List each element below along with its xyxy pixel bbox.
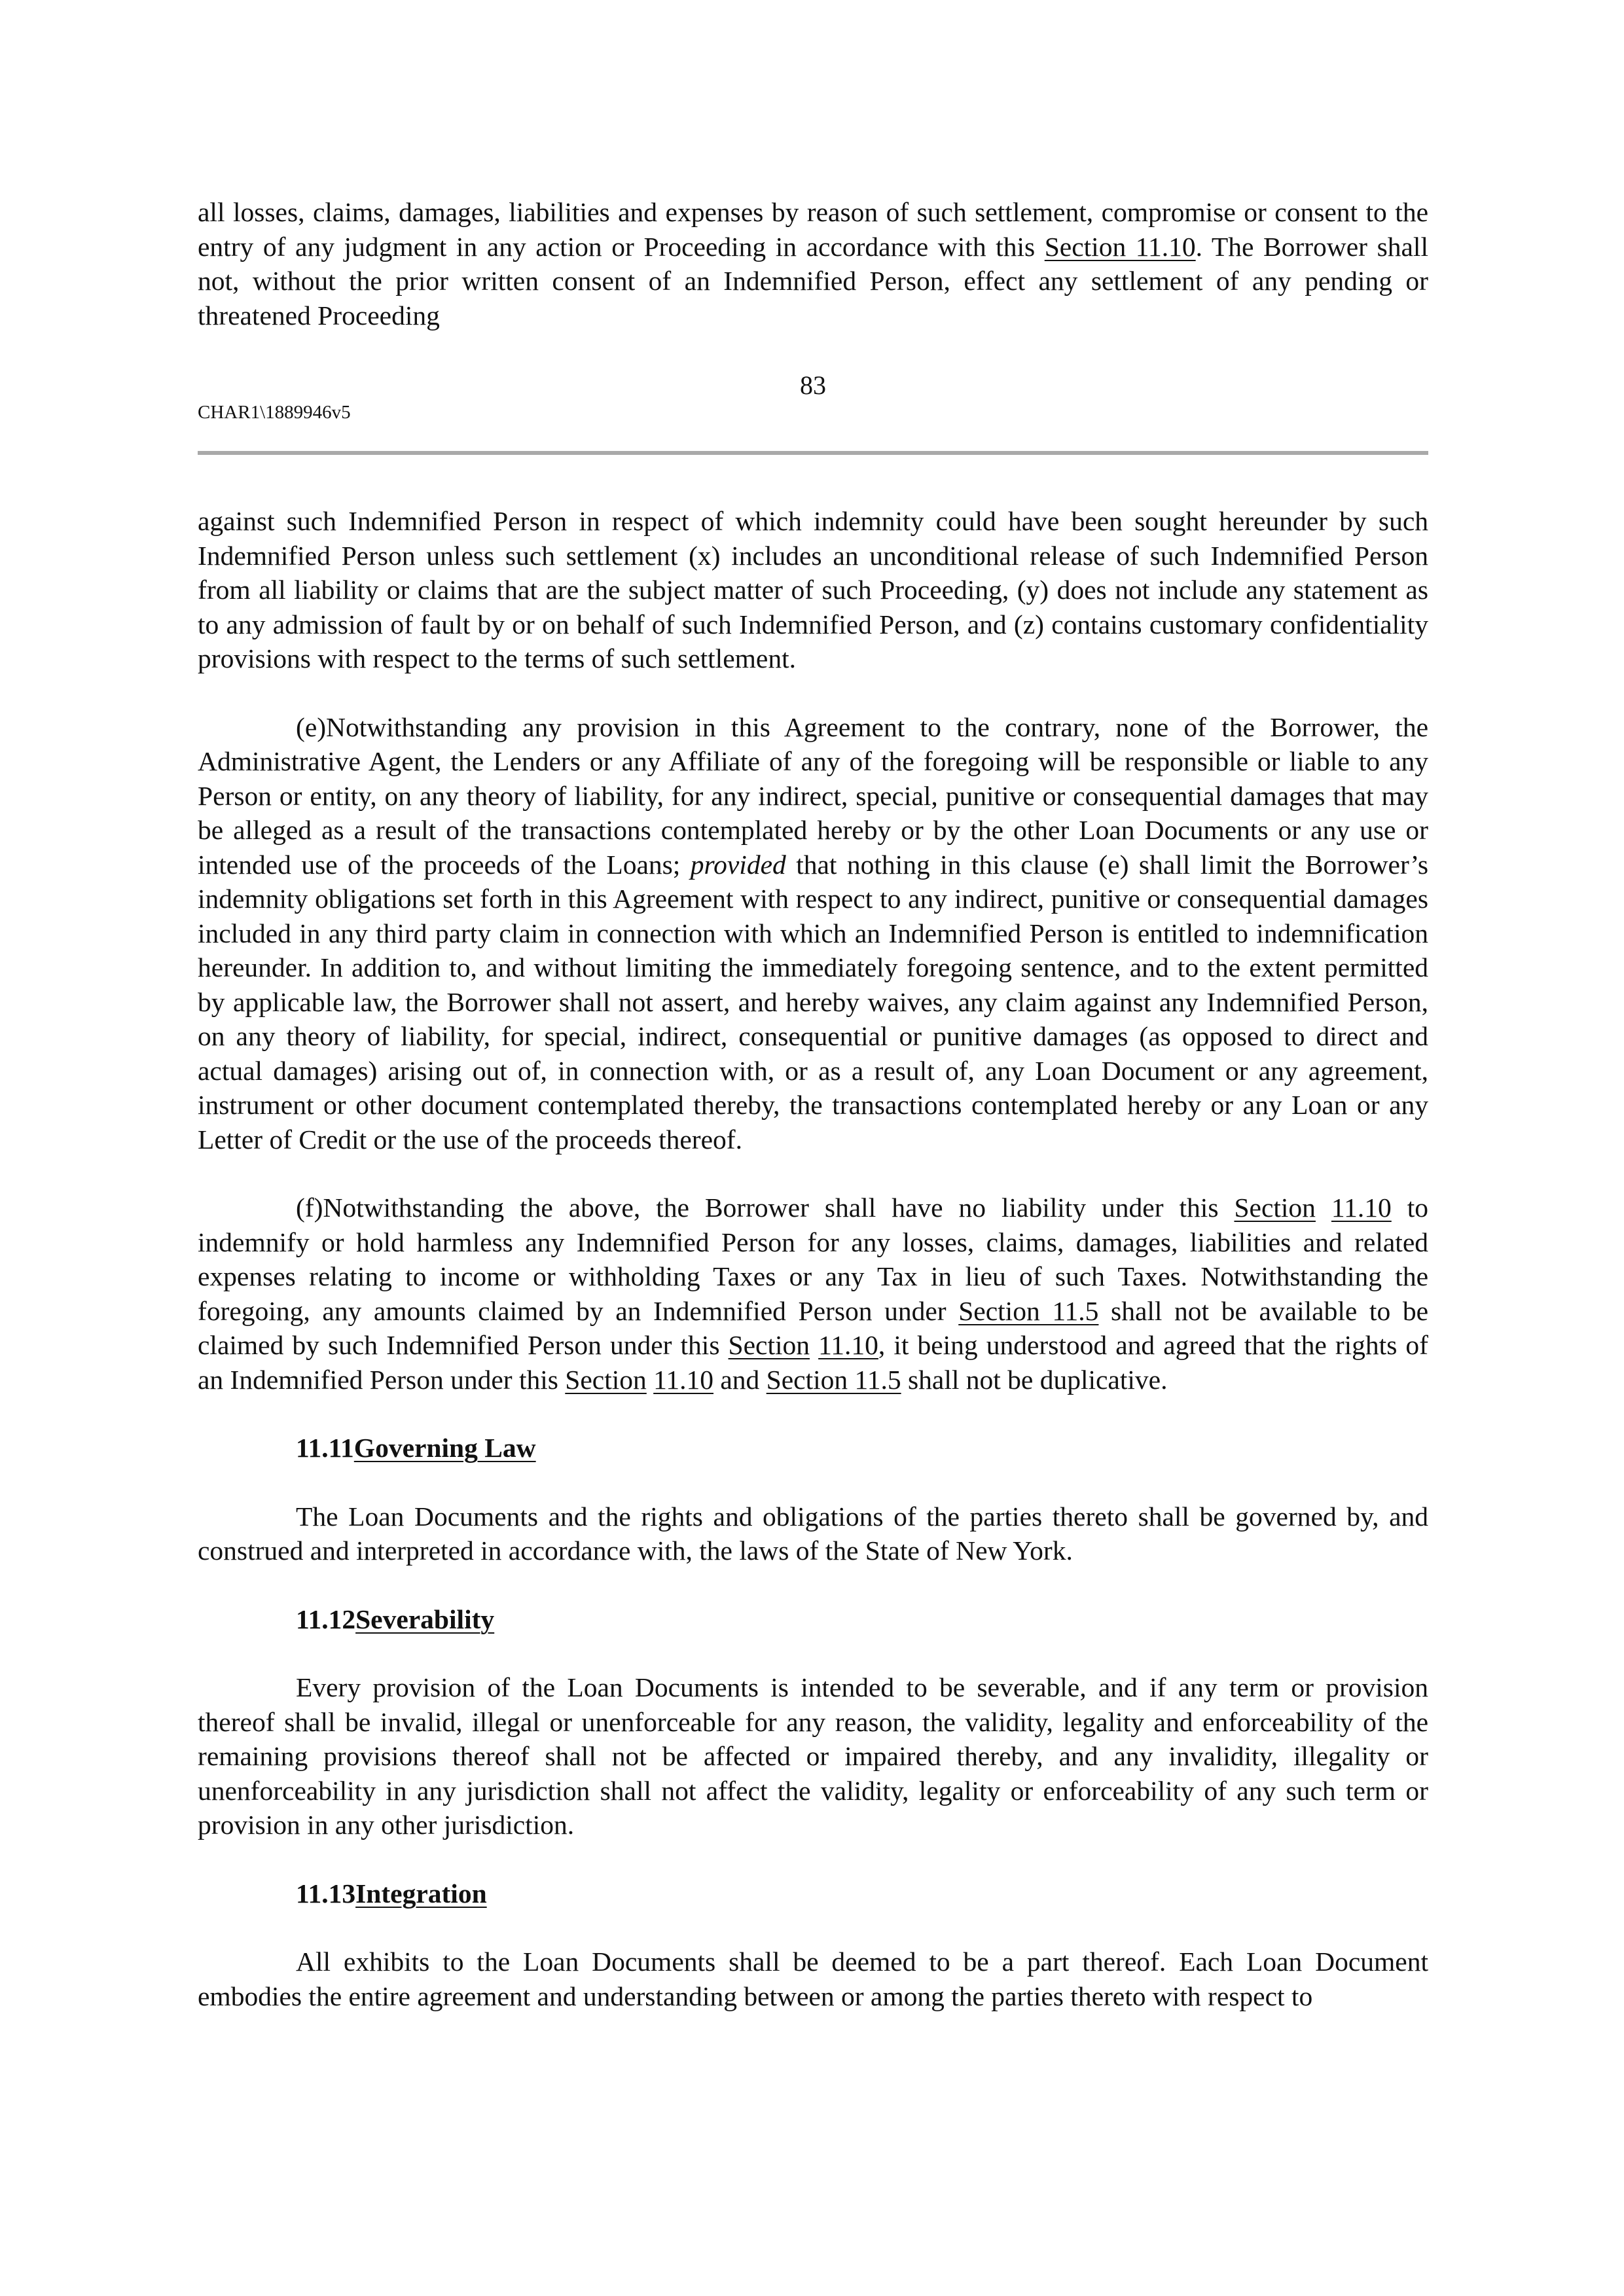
- paragraph-clause-e: [198, 710, 1428, 1157]
- spacer-text: [647, 1365, 653, 1395]
- section-number: 11.12: [296, 1604, 356, 1634]
- page-number: 83: [800, 370, 826, 400]
- paragraph-text: (f)Notwithstanding the above, the Borrower shall have no liability under this: [296, 1193, 1235, 1223]
- paragraph-text: and: [713, 1364, 767, 1395]
- section-title: Severability: [355, 1604, 495, 1634]
- paragraph-text: shall not be available to be claimed by such Indemnified Person under this: [198, 1295, 1428, 1360]
- section-heading-governing-law: [198, 1431, 1428, 1465]
- section-heading-severability: [198, 1602, 1428, 1637]
- section-reference: Section 11.5: [766, 1364, 901, 1395]
- section-title: Integration: [355, 1878, 487, 1909]
- section-reference: Section: [728, 1330, 810, 1360]
- paragraph-severability: Every provision of the Loan Documents is intended to be severable, and if any term or provision thereof shall be invalid, illegal or unenforceable for any reason, the validity, legality and enforceability of the remaining provisions thereof shall not be affected or impaired thereby, and any invalidity, illegality or unenforceability in any jurisdiction shall not affect the validity, legality or enforceability of any such term or provision in any other jurisdiction.: [198, 1672, 1428, 1840]
- section-reference: Section 11.5: [958, 1295, 1099, 1326]
- spacer-text: [810, 1330, 818, 1360]
- previous-page-tail: [198, 195, 1428, 332]
- paragraph-integration: All exhibits to the Loan Documents shall be deemed to be a part thereof. Each Loan Document embodies the entire agreement and understanding between or among the parties thereto with respect to: [198, 1946, 1428, 2011]
- paragraph-text: that nothing in this clause (e) shall limit the Borrower’s indemnity obligations set forth in this Agreement with respect to any indirect, punitive or consequential damages included in any third party claim in connection with which an Indemnified Person is entitled to indemnification hereunder. In addition to, and without limiting the immediately foregoing sentence, and to the extent permitted by applicable law, the Borrower shall not assert, and hereby waives, any claim against any Indemnified Person, on any theory of liability, for special, indirect, consequential or punitive damages (as opposed to direct and actual damages) arising out of, in connection with, or as a result of, any Loan Document or any agreement, instrument or other document contemplated thereby, the transactions contemplated hereby or any Loan or any Letter of Credit or the use of the proceeds thereof.: [198, 849, 1429, 1155]
- section-reference: 11.10: [653, 1364, 713, 1395]
- paragraph-text: to indemnify or hold harmless any Indemnified Person for any losses, claims, damages, liabilities and related expenses relating to income or withholding Taxes or any Tax in lieu of such Taxes. Notwithstanding the foregoing, any amounts claimed by an Indemnified Person under: [198, 1193, 1429, 1326]
- paragraph-text: shall not be duplicative.: [901, 1364, 1168, 1395]
- document-id: CHAR1\1889946v5: [198, 402, 351, 423]
- section-reference: Section: [1234, 1193, 1316, 1223]
- document-page: [198, 0, 1428, 2296]
- section-reference: Section 11.10: [1044, 231, 1196, 262]
- section-reference: 11.10: [1331, 1193, 1392, 1223]
- section-reference: Section: [565, 1364, 647, 1395]
- section-reference: 11.10: [818, 1330, 878, 1360]
- paragraph-text: (e)Notwithstanding any provision in this Agreement to the contrary, none of the Borrower, the Administrative Agent, the Lenders or any Affiliate of any of the foregoing will be responsible or liable to any Person or entity, on any theory of liability, for any indirect, special, punitive or consequential damages that may be alleged as a result of the transactions contemplated hereby or by the other Loan Documents or any use or intended use of the proceeds of the Loans;: [198, 711, 1428, 880]
- section-number: 11.13: [296, 1878, 356, 1909]
- section-title: Governing Law: [353, 1433, 536, 1463]
- section-number: 11.11: [296, 1433, 354, 1463]
- paragraph-clause-f: [198, 1191, 1428, 1397]
- paragraph-settlement-continuation: against such Indemnified Person in respect of which indemnity could have been sought hereunder by such Indemnified Person unless such settlement (x) includes an unconditional release of such Indemnified Person from all liability or claims that are the subject matter of such Proceeding, (y) does not include any statement as to any admission of fault by or on behalf of such Indemnified Person, and (z) contains customary confidentiality provisions with respect to the terms of such settlement.: [198, 506, 1428, 673]
- paragraph-governing-law: The Loan Documents and the rights and obligations of the parties thereto shall be governed by, and construed and interpreted in accordance with, the laws of the State of New York.: [198, 1501, 1428, 1566]
- paragraph-text: , it being understood and agreed that the rights of an Indemnified Person under this: [198, 1330, 1428, 1395]
- main-content: [198, 504, 1428, 2013]
- paragraph-text: all losses, claims, damages, liabilities and expenses by reason of such settlement, compromise or consent to the entry of any judgment in any action or Proceeding in accordance with this: [198, 197, 1428, 262]
- paragraph-settlement-tail: [198, 195, 1428, 332]
- section-heading-integration: [198, 1876, 1428, 1911]
- page-break-divider: [198, 451, 1428, 455]
- spacer-text: [1316, 1193, 1331, 1223]
- italic-term: provided: [690, 849, 786, 880]
- paragraph-text: . The Borrower shall not, without the prior written consent of an Indemnified Person, effect any settlement of any pending or threatened Proceeding: [198, 231, 1428, 331]
